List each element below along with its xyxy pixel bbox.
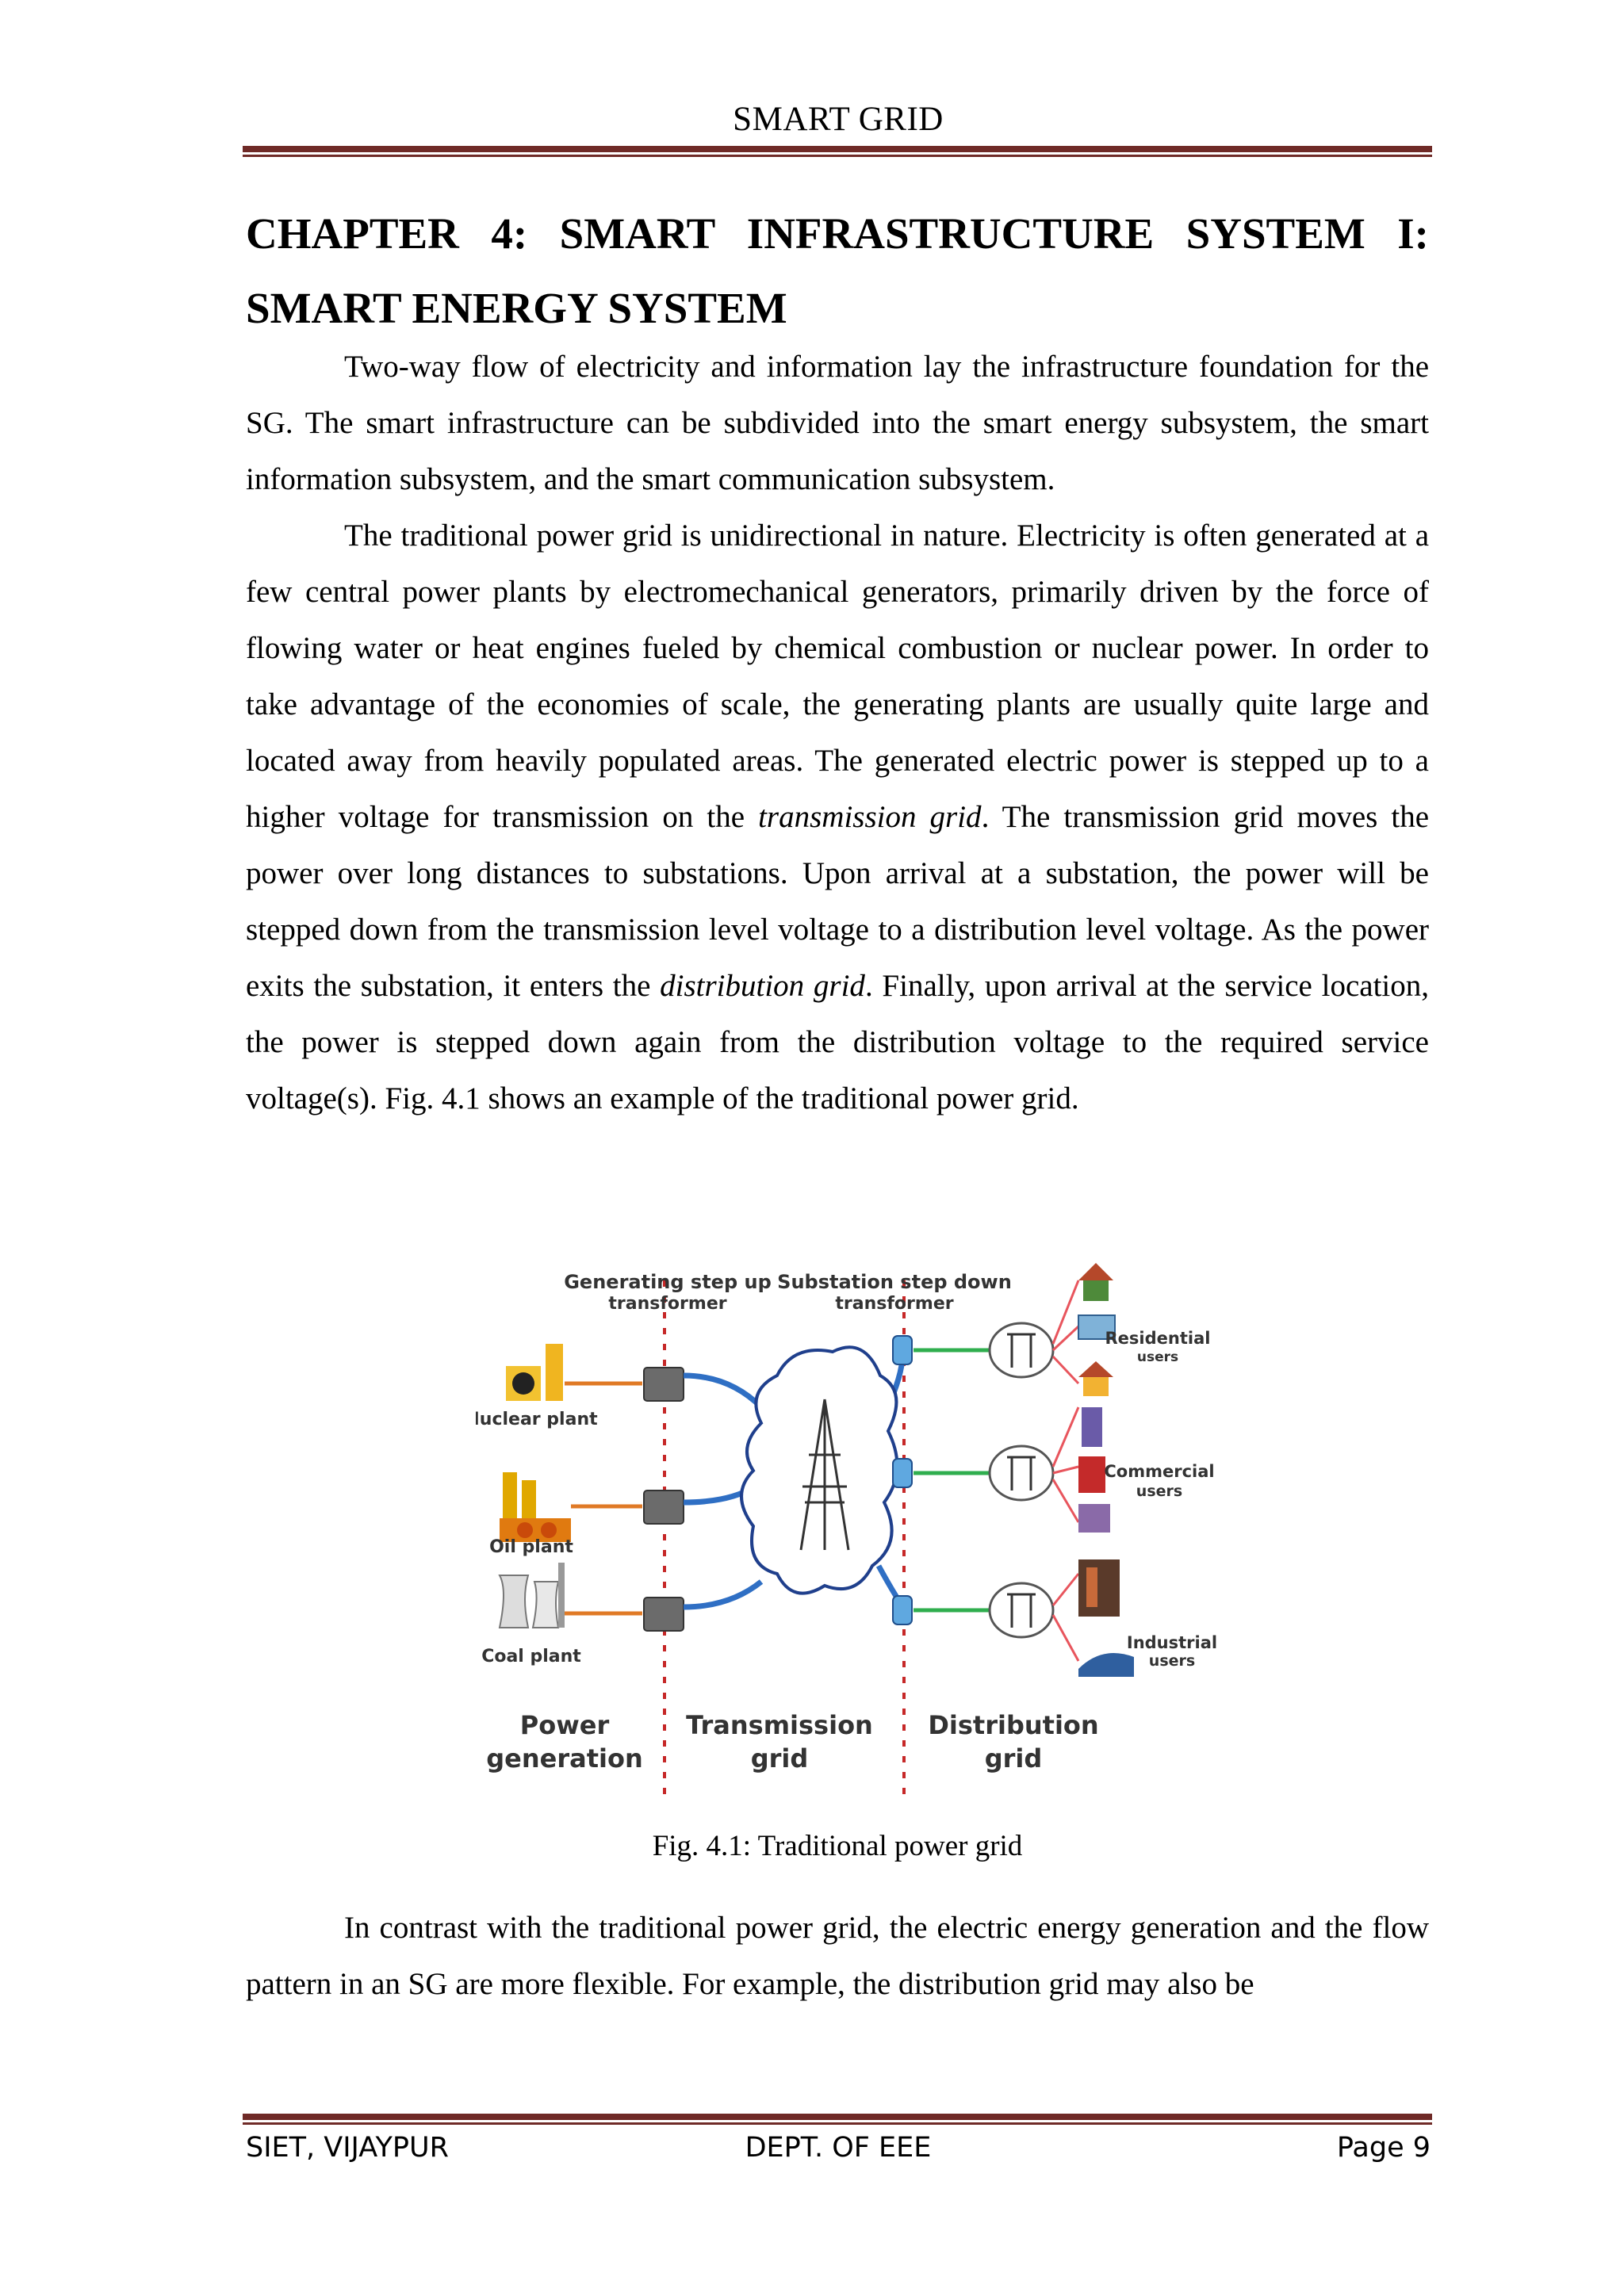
label-commercial-line2: users (1136, 1483, 1183, 1500)
term-transmission-grid: transmission grid (758, 800, 982, 834)
label-sub-stepdown-line2: transformer (835, 1294, 954, 1314)
label-coal-plant: Coal plant (481, 1647, 581, 1667)
paragraph-2-part-a: The traditional power grid is unidirectional in nature. Electricity is often generated at a few central power plants by electromechanical generators, primarily driven by the force of flowing water or heat engines fueled by chemical combustion or nuclear power. In order to take advantage of the economies of scale, the generating plants are usually quite large and located away from heavily populated areas. The generated electric power is stepped up to a higher voltage for transmission on the (246, 519, 1429, 834)
term-distribution-grid: distribution grid (660, 969, 865, 1003)
stepdown-transformer-3 (893, 1596, 912, 1624)
label-sub-stepdown-line1: Substation step down (777, 1271, 1012, 1293)
transmission-cloud (741, 1347, 897, 1593)
header-rule (243, 146, 1432, 157)
figure-traditional-power-grid (476, 1249, 1253, 1796)
paragraph-3: In contrast with the traditional power grid, the electric energy generation and the flow pattern in an SG are more flexible. For example, the distribution grid may also be (246, 1911, 1429, 2001)
running-header: SMART GRID (733, 101, 944, 138)
page-number: Page 9 (1336, 2132, 1431, 2164)
stepdown-transformer-2 (893, 1459, 912, 1487)
section-power-line2: generation (486, 1743, 643, 1774)
label-residential-line1: Residential (1105, 1329, 1211, 1348)
service-drops (1053, 1280, 1078, 1661)
coal-plant-icon (500, 1563, 565, 1628)
nuclear-plant-icon (506, 1344, 563, 1401)
chapter-title-line-1: CHAPTER 4: SMART INFRASTRUCTURE SYSTEM I: (246, 209, 1429, 258)
stepup-transformer-1 (644, 1368, 684, 1401)
paragraph-1: Two-way flow of electricity and information lay the infrastructure foundation for the SG. The smart infrastructure can be subdivided into the smart energy subsystem, the smart information subsystem, and the smart communication subsystem. (246, 350, 1429, 496)
section-transmission-line1: Transmission (686, 1710, 873, 1740)
chapter-title-line-2: SMART ENERGY SYSTEM (246, 284, 787, 332)
distribution-lines (914, 1350, 991, 1610)
chapter-title (246, 197, 1429, 346)
power-grid-diagram (476, 1249, 1253, 1796)
label-nuclear-plant: Nuclear plant (476, 1410, 598, 1429)
body-text-top (246, 339, 1429, 1127)
label-residential-line2: users (1136, 1349, 1179, 1365)
oil-plant-icon (500, 1472, 571, 1542)
section-distribution-line1: Distribution (928, 1710, 1099, 1740)
label-oil-plant: Oil plant (489, 1537, 573, 1557)
section-power-line1: Power (519, 1710, 610, 1740)
stepup-transformer-icons (644, 1368, 684, 1631)
stepdown-transformer-1 (893, 1336, 912, 1364)
section-distribution-line2: grid (984, 1743, 1043, 1774)
paragraph-2-part-c: . Finally, upon arrival at the service location, the power is stepped down again from the distribution voltage to the required service voltage(s). Fig. 4.1 shows an example of the traditional power grid. (246, 969, 1429, 1115)
label-commercial-line1: Commercial (1104, 1462, 1215, 1481)
body-text-bottom (246, 1900, 1429, 2012)
figure-caption: Fig. 4.1: Traditional power grid (652, 1830, 1023, 1862)
stepup-transformer-2 (644, 1490, 684, 1524)
paragraph-2 (246, 507, 1429, 1127)
page-footer (246, 2128, 1431, 2168)
label-gen-stepup-line1: Generating step up (564, 1271, 772, 1293)
paragraph-2-part-b: . The transmission grid moves the power over long distances to substations. Upon arrival at a substation, the power will be stepped down from the transmission level voltage to a distribution level voltage. As the power exits the substation, it enters the (246, 800, 1430, 1003)
label-industrial-line2: users (1148, 1652, 1196, 1670)
footer-department: DEPT. OF EEE (745, 2132, 932, 2164)
distribution-clouds (990, 1323, 1053, 1637)
footer-institution: SIET, VIJAYPUR (246, 2132, 449, 2164)
label-gen-stepup-line2: transformer (608, 1294, 727, 1314)
section-transmission-line2: grid (750, 1743, 809, 1774)
footer-rule (243, 2114, 1432, 2125)
label-industrial-line1: Industrial (1126, 1633, 1218, 1652)
industrial-facility-icons (1078, 1559, 1134, 1677)
stepup-transformer-3 (644, 1598, 684, 1631)
